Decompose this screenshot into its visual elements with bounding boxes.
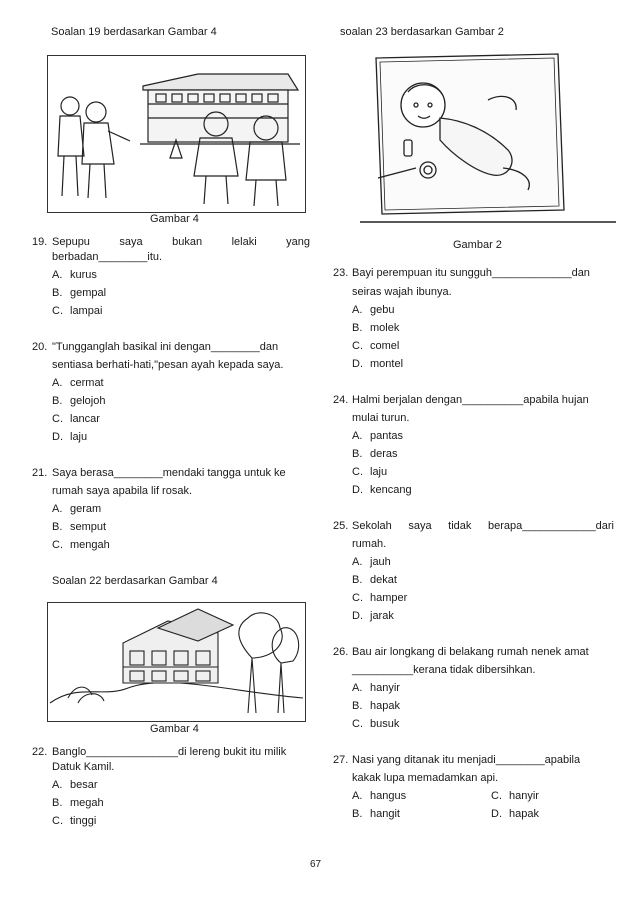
q25-option-a[interactable] (352, 557, 391, 568)
q25-word: berapa____________dari (487, 520, 614, 532)
option-text: lancar (70, 413, 100, 425)
question-19-number: 19. (32, 236, 48, 248)
q22-option-c[interactable] (52, 816, 96, 827)
option-text: hamper (370, 592, 408, 604)
question-26-line-2: __________kerana tidak dibersihkan. (352, 664, 536, 676)
option-text: besar (70, 779, 98, 791)
question-25-line-2: rumah. (352, 538, 387, 550)
figure-caption-gambar-2: Gambar 2 (453, 239, 502, 251)
option-letter: B. (352, 700, 363, 712)
option-text: hanyir (370, 682, 400, 694)
option-letter: D. (352, 358, 363, 370)
q24-option-d[interactable] (352, 485, 412, 496)
question-24-line-2: mulai turun. (352, 412, 410, 424)
option-letter: A. (352, 430, 363, 442)
q19-option-c[interactable] (52, 306, 102, 317)
q25-option-d[interactable] (352, 611, 394, 622)
option-letter: A. (52, 503, 63, 515)
question-22-line-2: Datuk Kamil. (52, 761, 115, 773)
option-letter: B. (352, 322, 363, 334)
intro-question-23: soalan 23 berdasarkan Gambar 2 (340, 26, 504, 38)
question-22-line-1: Banglo_______________di lereng bukit itu milik (52, 746, 287, 758)
q27-option-d[interactable] (491, 809, 539, 820)
option-letter: B. (52, 287, 63, 299)
option-letter: D. (52, 431, 63, 443)
option-text: gempal (70, 287, 107, 299)
option-letter: A. (352, 556, 363, 568)
option-text: montel (370, 358, 404, 370)
question-20-line-2: sentiasa berhati-hati,"pesan ayah kepada saya. (52, 359, 284, 371)
q23-option-b[interactable] (352, 323, 399, 334)
q25-word: Sekolah (352, 520, 392, 532)
option-text: cermat (70, 377, 104, 389)
q20-option-b[interactable] (52, 396, 105, 407)
option-letter: B. (52, 521, 63, 533)
q24-option-b[interactable] (352, 449, 398, 460)
q25-word: tidak (448, 520, 472, 532)
q23-option-d[interactable] (352, 359, 403, 370)
question-27-line-2: kakak lupa memadamkan api. (352, 772, 499, 784)
option-text: kurus (70, 269, 97, 281)
q19-word: Sepupu (52, 236, 90, 248)
q25-option-c[interactable] (352, 593, 407, 604)
question-23-number: 23. (333, 267, 349, 279)
question-19-line-1 (52, 237, 310, 248)
intro-question-22: Soalan 22 berdasarkan Gambar 4 (52, 575, 218, 587)
option-text: semput (70, 521, 107, 533)
q19-word: lelaki (231, 236, 257, 248)
question-24-number: 24. (333, 394, 349, 406)
option-letter: D. (491, 808, 502, 820)
option-text: megah (70, 797, 104, 809)
figure-gambar-4-boys (47, 55, 306, 213)
question-26-line-1: Bau air longkang di belakang rumah nenek amat (352, 646, 589, 658)
option-letter: A. (352, 682, 363, 694)
option-text: dekat (370, 574, 397, 586)
option-text: tinggi (70, 815, 97, 827)
option-letter: A. (52, 269, 63, 281)
option-letter: B. (352, 808, 363, 820)
option-text: hapak (370, 700, 400, 712)
option-text: comel (370, 340, 400, 352)
q21-option-b[interactable] (52, 522, 106, 533)
bungalow-illustration (48, 603, 305, 721)
option-text: pantas (370, 430, 404, 442)
page-number: 67 (310, 859, 322, 870)
figure-gambar-2-baby (358, 50, 618, 230)
q26-option-c[interactable] (352, 719, 399, 730)
question-26-number: 26. (333, 646, 349, 658)
option-text: deras (370, 448, 398, 460)
option-letter: A. (52, 377, 63, 389)
option-letter: C. (52, 539, 63, 551)
q20-option-c[interactable] (52, 414, 100, 425)
figure-caption-gambar-4-a: Gambar 4 (150, 213, 199, 225)
question-27-number: 27. (333, 754, 349, 766)
question-19-line-2: berbadan________itu. (52, 251, 163, 263)
question-20-number: 20. (32, 341, 48, 353)
q23-option-c[interactable] (352, 341, 399, 352)
q21-option-c[interactable] (52, 540, 110, 551)
option-text: mengah (70, 539, 110, 551)
q27-option-b[interactable] (352, 809, 400, 820)
question-25-number: 25. (333, 520, 349, 532)
q19-word: yang (286, 236, 310, 248)
question-23-line-2: seiras wajah ibunya. (352, 286, 452, 298)
option-text: molek (370, 322, 400, 334)
option-letter: C. (352, 718, 363, 730)
option-letter: C. (491, 790, 502, 802)
intro-question-19: Soalan 19 berdasarkan Gambar 4 (51, 26, 217, 38)
option-letter: D. (352, 484, 363, 496)
option-text: gebu (370, 304, 395, 316)
q19-option-a[interactable] (52, 270, 97, 281)
option-text: hapak (509, 808, 539, 820)
question-27-line-1: Nasi yang ditanak itu menjadi________apabila (352, 754, 581, 766)
option-text: hangit (370, 808, 400, 820)
question-22-number: 22. (32, 746, 48, 758)
option-letter: D. (352, 610, 363, 622)
q21-option-a[interactable] (52, 504, 101, 515)
q25-word: saya (408, 520, 432, 532)
question-20-line-1: "Tungganglah basikal ini dengan________dan (52, 341, 279, 353)
q22-option-b[interactable] (52, 798, 104, 809)
option-text: jauh (370, 556, 391, 568)
question-21-number: 21. (32, 467, 48, 479)
question-23-line-1: Bayi perempuan itu sungguh_____________dan (352, 267, 590, 279)
option-text: hangus (370, 790, 407, 802)
option-letter: B. (52, 797, 63, 809)
option-text: jarak (370, 610, 394, 622)
q24-option-c[interactable] (352, 467, 387, 478)
question-24-line-1: Halmi berjalan dengan__________apabila hujan (352, 394, 589, 406)
figure-caption-gambar-4-b: Gambar 4 (150, 723, 199, 735)
option-letter: B. (352, 574, 363, 586)
option-text: geram (70, 503, 102, 515)
baby-illustration (358, 50, 618, 230)
q27-option-c[interactable] (491, 791, 539, 802)
boys-school-illustration (48, 56, 305, 212)
option-text: busuk (370, 718, 400, 730)
q26-option-a[interactable] (352, 683, 400, 694)
option-letter: C. (52, 305, 63, 317)
q23-option-a[interactable] (352, 305, 394, 316)
option-text: laju (70, 431, 88, 443)
option-letter: B. (352, 448, 363, 460)
q24-option-a[interactable] (352, 431, 403, 442)
option-text: lampai (70, 305, 103, 317)
option-text: kencang (370, 484, 412, 496)
question-21-line-1: Saya berasa________mendaki tangga untuk ke (52, 467, 286, 479)
option-letter: A. (352, 790, 363, 802)
option-letter: A. (352, 304, 363, 316)
option-letter: B. (52, 395, 63, 407)
q20-option-d[interactable] (52, 432, 87, 443)
option-letter: A. (52, 779, 63, 791)
figure-gambar-4-bungalow (47, 602, 306, 722)
question-21-line-2: rumah saya apabila lif rosak. (52, 485, 193, 497)
option-letter: C. (52, 815, 63, 827)
q25-option-b[interactable] (352, 575, 397, 586)
option-letter: C. (352, 592, 363, 604)
option-letter: C. (352, 466, 363, 478)
q19-word: bukan (172, 236, 203, 248)
q19-word: saya (119, 236, 143, 248)
option-letter: C. (52, 413, 63, 425)
q27-option-a[interactable] (352, 791, 406, 802)
question-25-line-1 (352, 521, 614, 532)
q26-option-b[interactable] (352, 701, 400, 712)
option-letter: C. (352, 340, 363, 352)
q22-option-a[interactable] (52, 780, 98, 791)
q20-option-a[interactable] (52, 378, 104, 389)
option-text: gelojoh (70, 395, 106, 407)
option-text: laju (370, 466, 388, 478)
option-text: hanyir (509, 790, 539, 802)
q19-option-b[interactable] (52, 288, 106, 299)
